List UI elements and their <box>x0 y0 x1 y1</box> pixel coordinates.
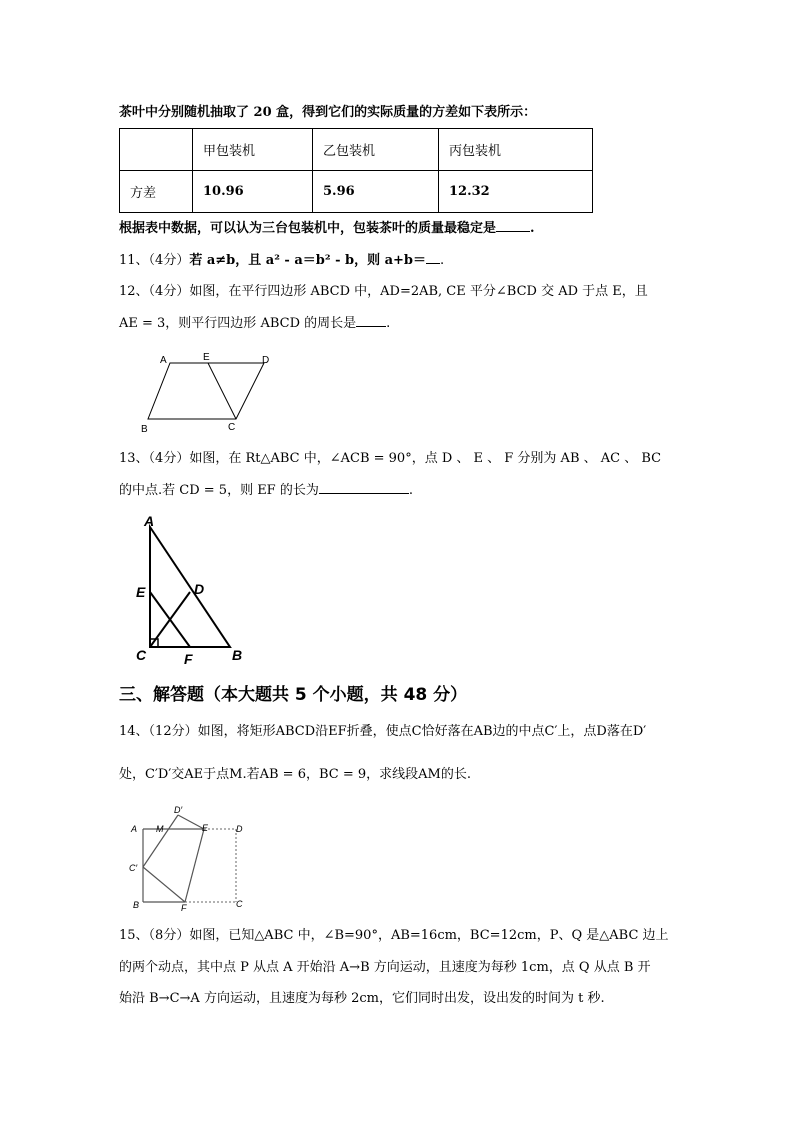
q15-line3: 始沿 B→C→A 方向运动，且速度为每秒 2cm，它们同时出发，设出发的时间为 t 秒. <box>119 991 605 1006</box>
q15-line2: 的两个动点，其中点 P 从点 A 开始沿 A→B 方向运动，且速度为每秒 1cm，点 Q 从点 B 开 <box>119 960 651 975</box>
q14-line2: 处，C′D′交AE于点M.若AB = 6，BC = 9，求线段AM的长. <box>119 767 471 782</box>
q13-line1: 13、（4分）如图，在 Rt△ABC 中，∠ACB = 90°，点 D 、 E 、 F 分别为 AB 、 AC 、 BC <box>119 451 662 466</box>
label-D: D <box>236 824 243 834</box>
table-row <box>120 171 593 213</box>
q12-line2-wrap <box>119 314 390 333</box>
after-table-text <box>119 219 535 238</box>
section-title: 三、解答题（本大题共 5 个小题，共 48 分） <box>119 685 468 705</box>
label-M: M <box>156 824 164 834</box>
label-F: F <box>181 903 187 913</box>
q15-line1: 15、（8分）如图，已知△ABC 中，∠B=90°，AB=16cm，BC=12cm，P、Q 是△ABC 边上 <box>119 928 669 943</box>
table-cell: 5.96 <box>313 171 439 213</box>
label-E: E <box>203 352 210 363</box>
table-row-label: 方差 <box>120 171 193 213</box>
after-table-end: . <box>530 221 535 236</box>
q11-end: . <box>440 253 445 268</box>
q14-line1: 14、（12分）如图，将矩形ABCD沿EF折叠，使点C恰好落在AB边的中点C′上，点D落在D′ <box>119 724 647 739</box>
q12-parallelogram-figure <box>138 350 278 435</box>
table-header-cell: 甲包装机 <box>193 129 313 171</box>
label-E: E <box>136 584 146 600</box>
answer-blank <box>356 314 386 327</box>
question-11 <box>119 251 444 270</box>
q12-line1: 12、（4分）如图，在平行四边形 ABCD 中，AD=2AB, CE 平分∠BCD 交 AD 于点 E，且 <box>119 284 648 299</box>
q11-text: 若 a≠b，且 a² - a＝b² - b，则 a+b＝ <box>189 253 427 268</box>
q13-end: . <box>408 483 413 498</box>
table-header-row <box>120 129 593 171</box>
table-header-cell: 乙包装机 <box>313 129 439 171</box>
intro-text: 茶叶中分别随机抽取了 20 盒，得到它们的实际质量的方差如下表所示： <box>119 105 537 120</box>
q12-end: . <box>386 316 391 331</box>
table-header-cell <box>120 129 193 171</box>
label-B: B <box>141 424 148 435</box>
label-C-prime: C′ <box>129 863 138 873</box>
label-A: A <box>160 355 167 366</box>
answer-blank <box>319 481 409 494</box>
label-B: B <box>232 647 243 663</box>
answer-blank <box>426 251 440 264</box>
label-B: B <box>133 900 140 910</box>
q14-fold-figure <box>128 803 258 913</box>
label-E: E <box>202 823 209 833</box>
q11-prefix: 11、（4分） <box>119 253 190 268</box>
label-D: D <box>194 581 205 597</box>
label-A: A <box>144 513 155 529</box>
table-cell: 10.96 <box>193 171 313 213</box>
label-F: F <box>184 651 193 667</box>
q12-line2: AE = 3，则平行四边形 ABCD 的周长是 <box>119 316 357 331</box>
q13-triangle-figure <box>134 512 254 672</box>
label-A: A <box>131 824 138 834</box>
label-D: D <box>262 355 270 366</box>
after-table-sentence: 根据表中数据，可以认为三台包装机中，包装茶叶的质量最稳定是 <box>119 221 497 236</box>
label-D-prime: D′ <box>174 805 183 815</box>
table-cell: 12.32 <box>439 171 593 213</box>
label-C: C <box>136 647 147 663</box>
label-C: C <box>236 899 243 909</box>
table-header-cell: 丙包装机 <box>439 129 593 171</box>
variance-table <box>119 128 593 213</box>
q13-line2-wrap <box>119 481 413 500</box>
answer-blank <box>496 219 530 232</box>
label-C: C <box>228 422 236 433</box>
q13-line2: 的中点.若 CD = 5，则 EF 的长为 <box>119 483 319 498</box>
